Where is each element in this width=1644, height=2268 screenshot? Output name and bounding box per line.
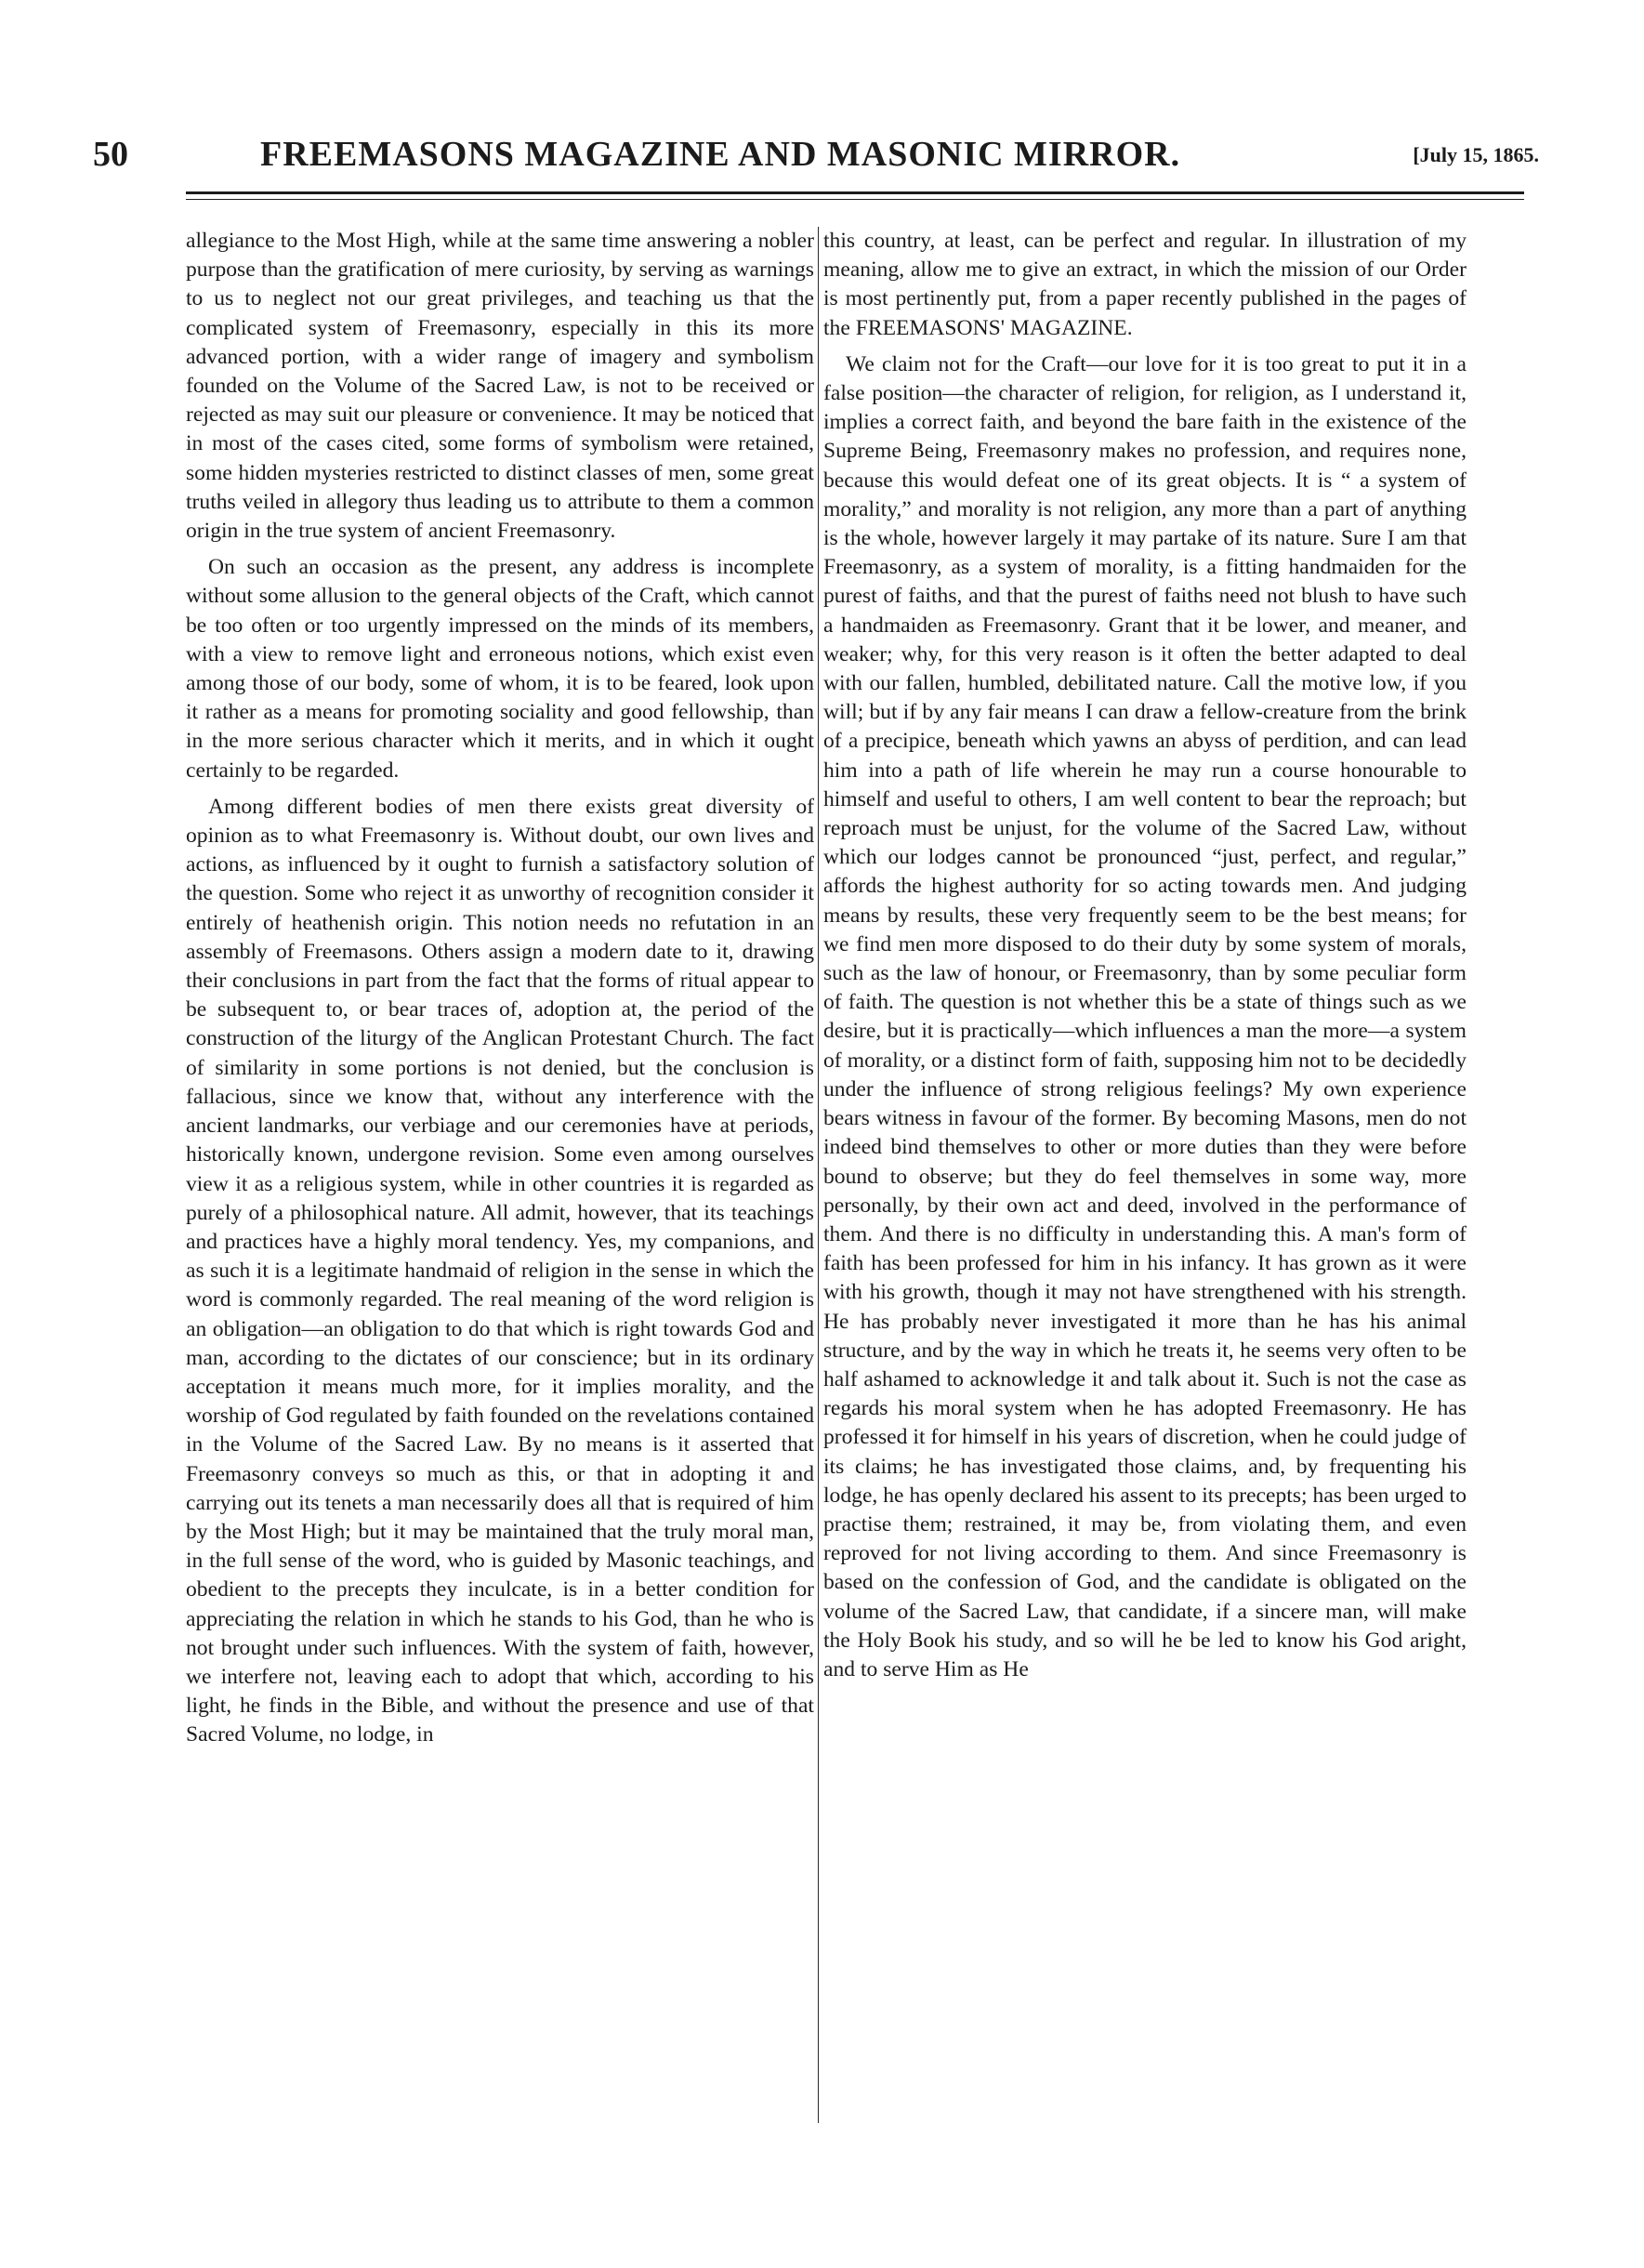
left-paragraph-3: Among different bodies of men there exists great diversity of opinion as to what Freemasonry is. Without doubt, our own lives and actions, as influenced by it ought to furnish a satisfactory solution of the question. Some who reject it as unworthy of recognition consider it entirely of heathenish origin. This notion needs no refutation in an assembly of Freemasons. Others assign a modern date to it, drawing their conclusions in part from the fact that the forms of ritual appear to be subsequent to, or bear traces of, adoption at, the period of the construction of the liturgy of the Anglican Protestant Church. The fact of similarity in some portions is not denied, but the conclusion is fallacious, since we know that, without any interference with the ancient landmarks, our verbiage and our ceremonies have at periods, historically known, undergone revision. Some even among ourselves view it as a religious system, while in other countries it is regarded as purely of a philosophical nature. All admit, however, that its teachings and practices have a highly moral tendency. Yes, my companions, and as such it is a legitimate handmaid of religion in the sense in which the word is commonly regarded. The real meaning of the word religion is an obligation—an obligation to do that which is right towards God and man, according to the dictates of our conscience; but in its ordinary acceptation it means much more, for it implies morality, and the worship of God regulated by faith founded on the revelations contained in the Volume of the Sacred Law. By no means is it asserted that Freemasonry conveys so much as this, or that in adopting it and carrying out its tenets a man necessarily does all that is required of him by the Most High; but it may be maintained that the truly moral man, in the full sense of the word, who is guided by Masonic teachings, and obedient to the precepts they inculcate, is in a better condition for appreciating the relation in which he stands to his God, than he who is not brought under such influences. With the system of faith, however, we interfere not, leaving each to adopt that which, according to his light, he finds in the Bible, and without the presence and use of that Sacred Volume, no lodge, in	[186, 794, 814, 1747]
right-paragraph-1: this country, at least, can be perfect and regular. In illustration of my meaning, allow me to give an extract, in which the mission of our Order is most pertinently put, from a paper recently published in the pages of the FREEMASONS' MAGAZINE.	[823, 229, 1466, 340]
column-divider	[818, 227, 819, 2123]
page-header	[93, 130, 1539, 186]
header-rule-thick	[186, 191, 1524, 194]
right-column	[823, 227, 1466, 1684]
left-paragraph-1: allegiance to the Most High, while at the same time answering a nobler purpose than the gratification of mere curiosity, by serving as warnings to us to neglect not our great privileges, and teaching us that the complicated system of Freemasonry, especially in this its more advanced portion, with a wider range of imagery and symbolism founded on the Volume of the Sacred Law, is not to be received or rejected as may suit our pleasure or convenience. It may be noticed that in most of the cases cited, some forms of symbolism were retained, some hidden mysteries restricted to distinct classes of men, some great truths veiled in allegory thus leading us to attribute to them a common origin in the true system of ancient Freemasonry.	[186, 229, 814, 544]
right-paragraph-2: We claim not for the Craft—our love for it is too great to put it in a false position—the character of religion, for religion, as I understand it, implies a correct faith, and beyond the bare faith in the existence of the Supreme Being, Freemasonry makes no profession, and requires none, because this would defeat one of its great objects. It is “ a system of morality,” and morality is not religion, any more than a part of anything is the whole, however largely it may partake of its nature. Sure I am that Freemasonry, as a system of morality, is a fitting handmaiden for the purest of faiths, and that the purest of faiths need not blush to have such a handmaiden as Freemasonry. Grant that it be lower, and meaner, and weaker; why, for this very reason is it often the better adapted to deal with our fallen, humbled, debilitated nature. Call the motive low, if you will; but if by any fair means I can draw a fellow-creature from the brink of a precipice, beneath which yawns an abyss of perdition, and can lead him into a path of life wherein he may run a course honourable to himself and useful to others, I am well content to bear the reproach; but reproach must be unjust, for the volume of the Sacred Law, without which our lodges cannot be pronounced “just, perfect, and regular,” affords the highest authority for so acting towards men. And judging means by results, these very frequently seem to be the best means; for we find men more disposed to do their duty by some system of morals, such as the law of honour, or Freemasonry, than by some peculiar form of faith. The question is not whether this be a state of things such as we desire, but it is practically—which influences a man the more—a system of morality, or a distinct form of faith, supposing him not to be decidedly under the influence of strong religious feelings? My own experience bears witness in favour of the former. By becoming Masons, men do not indeed bind themselves to other or more duties than they were before bound to observe; but they do feel themselves in some way, more personally, by their own act and deed, involved in the performance of them. And there is no difficulty in understanding this. A man's form of faith has been professed for him in his infancy. It has grown as it were with his growth, though it may not have strengthened with his strength. He has probably never investigated it more than he has his animal structure, and by the way in which he treats it, he seems very often to be half ashamed to acknowledge it and talk about it. Such is not the case as regards his moral system when he has adopted Freemasonry. He has professed it for himself in his years of discretion, when he could judge of its claims; he has investigated those claims, and, by frequenting his lodge, he has openly declared his assent to its precepts; has been urged to practise them; restrained, it may be, from violating them, and even reproved for not living according to them. And since Freemasonry is based on the confession of God, and the candidate is obligated on the volume of the Sacred Law, that candidate, if a sincere man, will make the Holy Book his study, and so will he be led to know his God aright, and to serve Him as He	[823, 351, 1466, 1681]
page-number: 50	[93, 135, 128, 174]
issue-date: [July 15, 1865.	[1413, 143, 1539, 166]
left-paragraph-2: On such an occasion as the present, any address is incomplete without some allusion to the general objects of the Craft, which cannot be too often or too urgently impressed on the minds of its members, with a view to remove light and erroneous notions, which exist even among those of our body, some of whom, it is to be feared, look upon it rather as a means for promoting sociality and good fellowship, than in the more serious character which it merits, and in which it ought certainly to be regarded.	[186, 555, 814, 783]
left-column	[186, 227, 814, 1750]
masthead-title: FREEMASONS MAGAZINE AND MASONIC MIRROR.	[260, 135, 1181, 174]
header-rule-thin	[186, 199, 1524, 200]
